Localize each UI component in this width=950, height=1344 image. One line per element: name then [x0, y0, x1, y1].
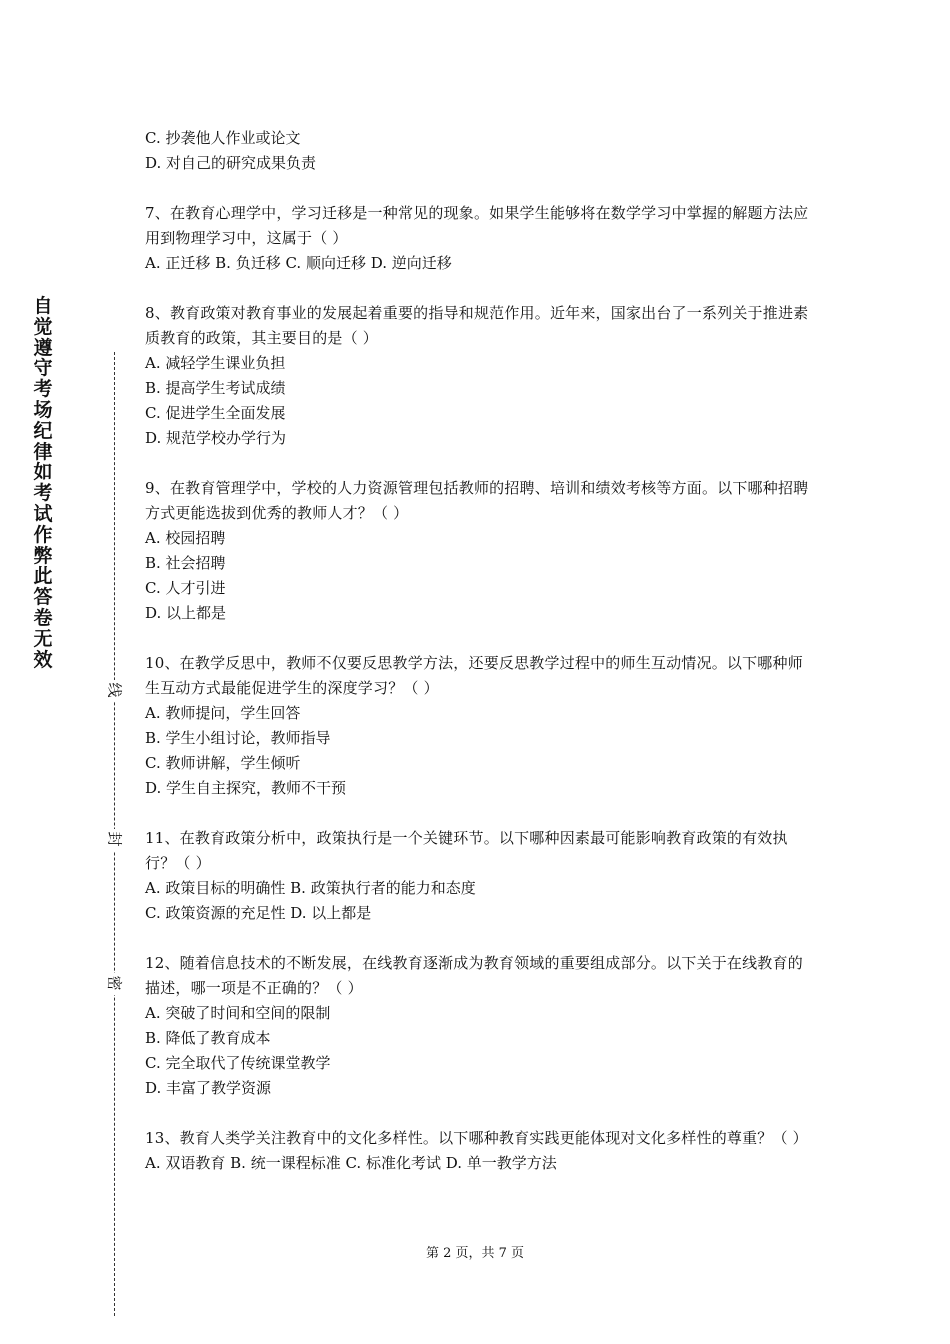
option-line: D. 对自己的研究成果负责: [145, 154, 317, 172]
question-8: [145, 301, 815, 451]
option-line: D. 丰富了教学资源: [145, 1079, 272, 1097]
option-line: C. 抄袭他人作业或论文: [145, 129, 301, 147]
option-line: D. 规范学校办学行为: [145, 429, 287, 447]
option-line: A. 双语教育 B. 统一课程标准 C. 标准化考试 D. 单一教学方法: [145, 1154, 557, 1172]
option-line: B. 学生小组讨论，教师指导: [145, 729, 331, 747]
option-line: C. 人才引进: [145, 579, 226, 597]
carry-over-options: [145, 126, 815, 176]
question-stem: 11、在教育政策分析中，政策执行是一个关键环节。以下哪种因素最可能影响教育政策的有效执行？（ ）: [145, 829, 788, 872]
question-13: [145, 1126, 815, 1176]
question-stem: 9、在教育管理学中，学校的人力资源管理包括教师的招聘、培训和绩效考核等方面。以下哪种招聘方式更能选拔到优秀的教师人才？（ ）: [145, 479, 809, 522]
option-line: A. 减轻学生课业负担: [145, 354, 286, 372]
option-line: A. 校园招聘: [145, 529, 226, 547]
page-number-footer: 第 2 页，共 7 页: [425, 1246, 525, 1261]
question-9: [145, 476, 815, 626]
option-line: B. 社会招聘: [145, 554, 226, 572]
question-11: [145, 826, 815, 926]
option-line: C. 完全取代了传统课堂教学: [145, 1054, 331, 1072]
option-line: A. 突破了时间和空间的限制: [145, 1004, 331, 1022]
question-12: [145, 951, 815, 1101]
question-stem: 8、教育政策对教育事业的发展起着重要的指导和规范作用。近年来，国家出台了一系列关于推进素质教育的政策，其主要目的是（ ）: [145, 304, 809, 347]
option-line: D. 学生自主探究，教师不干预: [145, 779, 347, 797]
question-10: [145, 651, 815, 801]
binding-mark-secret: 密: [105, 973, 125, 995]
binding-mark-seal: 封: [105, 829, 125, 851]
question-stem: 13、教育人类学关注教育中的文化多样性。以下哪种教育实践更能体现对文化多样性的尊重？（ ）: [145, 1129, 808, 1147]
option-line: A. 正迁移 B. 负迁移 C. 顺向迁移 D. 逆向迁移: [145, 254, 452, 272]
option-line: B. 提高学生考试成绩: [145, 379, 286, 397]
question-stem: 12、随着信息技术的不断发展，在线教育逐渐成为教育领域的重要组成部分。以下关于在线教育的描述，哪一项是不正确的？（ ）: [145, 954, 803, 997]
option-line: A. 教师提问，学生回答: [145, 704, 301, 722]
exam-discipline-notice: 自觉遵守考场纪律如考试作弊此答卷无效: [33, 295, 53, 671]
question-stem: 10、在教学反思中，教师不仅要反思教学方法，还要反思教学过程中的师生互动情况。以下哪种师生互动方式最能促进学生的深度学习？（ ）: [145, 654, 803, 697]
option-line: C. 促进学生全面发展: [145, 404, 286, 422]
option-line: D. 以上都是: [145, 604, 227, 622]
option-line: A. 政策目标的明确性 B. 政策执行者的能力和态度: [145, 879, 476, 897]
option-line: C. 教师讲解，学生倾听: [145, 754, 301, 772]
option-line: C. 政策资源的充足性 D. 以上都是: [145, 904, 372, 922]
question-stem: 7、在教育心理学中，学习迁移是一种常见的现象。如果学生能够将在数学学习中掌握的解题方法应用到物理学习中，这属于（ ）: [145, 204, 809, 247]
binding-mark-line: 线: [105, 680, 125, 702]
question-content: [145, 126, 815, 1176]
question-7: [145, 201, 815, 276]
option-line: B. 降低了教育成本: [145, 1029, 271, 1047]
